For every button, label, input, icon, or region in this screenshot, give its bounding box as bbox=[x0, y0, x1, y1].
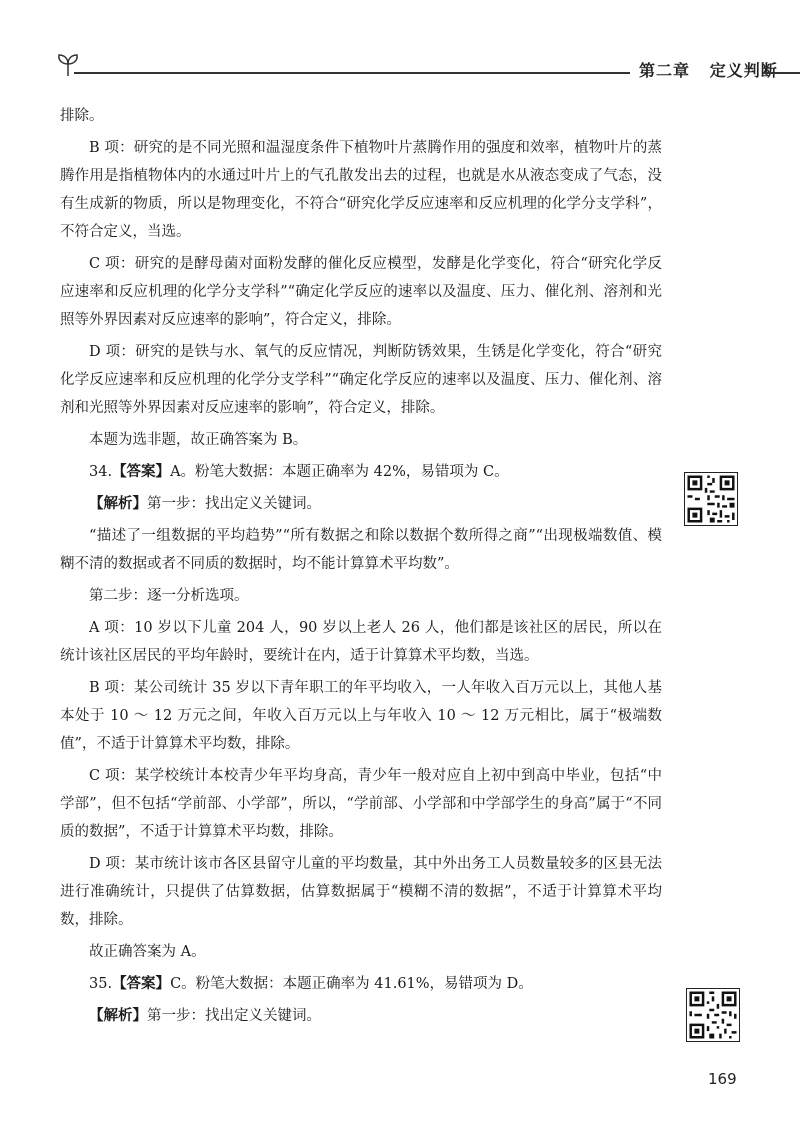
section-label: 定义判断 bbox=[709, 61, 778, 80]
paragraph: D 项：某市统计该市各区县留守儿童的平均数量，其中外出务工人员数量较多的区县无法进行准确统计，只提供了估算数据，估算数据属于“模糊不清的数据”，不适于计算算术平均数，排除。 bbox=[60, 856, 662, 928]
analysis-tag: 【解析】 bbox=[89, 1007, 147, 1024]
answer-tag: 【答案】 bbox=[112, 463, 171, 480]
paragraph: 第二步：逐一分析选项。 bbox=[89, 588, 249, 604]
chapter-title bbox=[639, 58, 778, 81]
paragraph: B 项：某公司统计 35 岁以下青年职工的年平均收入，一人年收入百万元以上，其他人基本处于 10 ～ 12 万元之间，年收入百万元以上与年收入 10 ～ 12 万元相比，属于“极端数值”，不适于计算算术平均数，排除。 bbox=[60, 680, 662, 752]
paragraph: A 项：10 岁以下儿童 204 人，90 岁以上老人 26 人，他们都是该社区的居民，所以在统计该社区居民的平均年龄时，要统计在内，适于计算算术平均数，当选。 bbox=[60, 620, 662, 664]
paragraph: 排除。 bbox=[60, 108, 104, 124]
q34-answer-text: A。粉笔大数据：本题正确率为 42%，易错项为 C。 bbox=[170, 464, 509, 480]
page-header bbox=[56, 48, 800, 88]
q34-analysis-line bbox=[60, 490, 662, 518]
paragraph: 本题为选非题，故正确答案为 B。 bbox=[89, 432, 308, 448]
paragraph: C 项：研究的是酵母菌对面粉发酵的催化反应模型，发酵是化学变化，符合“研究化学反应速率和反应机理的化学分支学科”“确定化学反应的速率以及温度、压力、催化剂、溶剂和光照等外界因素对反应速率的影响”，符合定义，排除。 bbox=[60, 256, 662, 328]
paragraph: B 项：研究的是不同光照和温湿度条件下植物叶片蒸腾作用的强度和效率，植物叶片的蒸腾作用是指植物体内的水通过叶片上的气孔散发出去的过程，也就是水从液态变成了气态，没有生成新的物质，所以是物理变化，不符合“研究化学反应速率和反应机理的化学分支学科”，不符合定义，当选。 bbox=[60, 140, 662, 240]
q35-number: 35. bbox=[89, 976, 113, 992]
header-rule bbox=[74, 72, 630, 74]
q35-analysis-line bbox=[60, 1002, 662, 1030]
q34-analysis-text: 第一步：找出定义关键词。 bbox=[147, 496, 321, 512]
chapter-label: 第二章 bbox=[639, 61, 691, 80]
answer-tag: 【答案】 bbox=[112, 975, 171, 992]
q35-answer-line bbox=[60, 970, 662, 998]
q35-analysis-text: 第一步：找出定义关键词。 bbox=[147, 1008, 321, 1024]
q34-answer-line bbox=[60, 458, 662, 486]
qr-code-icon[interactable] bbox=[686, 988, 740, 1042]
q34-number: 34. bbox=[89, 464, 113, 480]
header-rule-right bbox=[764, 72, 800, 74]
q35-answer-text: C。粉笔大数据：本题正确率为 41.61%，易错项为 D。 bbox=[170, 976, 533, 992]
page-number: 169 bbox=[708, 1070, 737, 1088]
qr-code-icon[interactable] bbox=[684, 472, 738, 526]
page-body bbox=[60, 102, 662, 1034]
analysis-tag: 【解析】 bbox=[89, 495, 147, 512]
leaf-icon bbox=[56, 52, 80, 78]
paragraph: D 项：研究的是铁与水、氧气的反应情况，判断防锈效果，生锈是化学变化，符合“研究化学反应速率和反应机理的化学分支学科”“确定化学反应的速率以及温度、压力、催化剂、溶剂和光照等外界因素对反应速率的影响”，符合定义，排除。 bbox=[60, 344, 662, 416]
paragraph: “描述了一组数据的平均趋势”“所有数据之和除以数据个数所得之商”“出现极端数值、模糊不清的数据或者不同质的数据时，均不能计算算术平均数”。 bbox=[60, 528, 662, 572]
paragraph: 故正确答案为 A。 bbox=[89, 944, 206, 960]
paragraph: C 项：某学校统计本校青少年平均身高，青少年一般对应自上初中到高中毕业，包括“中学部”，但不包括“学前部、小学部”，所以，“学前部、小学部和中学部学生的身高”属于“不同质的数据”，不适于计算算术平均数，排除。 bbox=[60, 768, 662, 840]
